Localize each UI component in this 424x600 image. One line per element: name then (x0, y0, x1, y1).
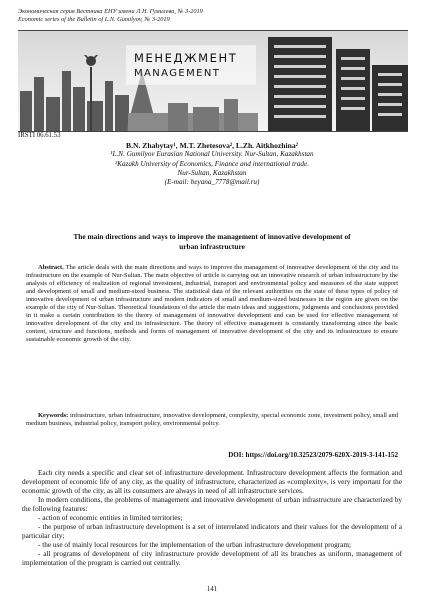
article-title: The main directions and ways to improve the management of innovative development of urban infrastructure (73, 232, 351, 251)
author-block (0, 141, 424, 187)
section-title-ru: МЕНЕДЖМЕНТ (134, 51, 238, 65)
body-paragraph: In modern conditions, the problems of management and innovative development of urban infrastructure are characterized by the following features: (22, 496, 402, 514)
page-number: 141 (206, 585, 218, 593)
journal-header (18, 8, 203, 25)
abstract-text: The article deals with the main directions and ways to improve the management of innovative development of the city and its infrastructure on the example of Nur-Sultan. The main objective of article is carrying out an innovative research of urban infrastructure by the analysis of efficiency of realization of regional investment, industrial, transport and environmental policy and measures of the state support and development of small and medium-sized business. The statistical data of the relevant authorities on the state of these types of policy of innovative development of urban infrastructure and modern indicators of small and medium-sized businesses in the region are given on the example of the city of Nur-Sultan. Theoretical foundations of the article the main ideas and suggestions, judgments and conclusions provided in it make a certain contribution to the theory of management of innovative development and can be used for effective management of innovative development of the city and its infrastructure. The theory of effective management is constantly transforming since the basic content, structure and functions, methods and forms of management of innovative development of the city and its infrastructure to ensure sustainable economic growth of the city. (26, 264, 398, 344)
keywords-text: infrastructure, urban infrastructure, innovative development, complexity, special economic zone, investment policy, small and medium business, industrial policy, transport policy, environmental policy. (26, 412, 398, 428)
section-banner (18, 30, 408, 132)
abstract-label: Abstract. (38, 264, 64, 271)
irsti-code: IRSTI 06.61.53 (18, 132, 61, 139)
journal-header-en: Economic series of the Bulletin of L.N. Gumilyov, № 3-2019 (18, 16, 170, 24)
body-paragraph: Each city needs a specific and clear set of infrastructure development. Infrastructure development affects the formation and development of economic life of any city, as the quality of infrastructure, characterized as «complexity», is very important for the economic growth of the city, as all its consumers are always in need of all infrastructure services. (22, 469, 402, 496)
journal-header-ru: Экономическая серия Вестника ЕНУ имени Л.Н. Гумилева, № 3-2019 (18, 8, 203, 15)
body-list-item: - the purpose of urban infrastructure development is a set of interrelated indicators and their values for the development of a particular city; (22, 523, 402, 541)
affiliation-1: ¹L.N. Gumilyov Eurasian National University. Nur-Sultan, Kazakhstan (110, 150, 314, 159)
section-title-en: MANAGEMENT (134, 68, 221, 79)
body-list-item: - the use of mainly local resources for the implementation of the urban infrastructure development program; (38, 541, 352, 550)
city-skyline-illustration (18, 31, 408, 131)
doi-link[interactable]: DOI: https://doi.org/10.32523/2079-620X-2019-3-141-152 (228, 451, 398, 459)
author-email: (E-mail: beyana_7778@mail.ru) (164, 178, 260, 187)
abstract (26, 264, 398, 344)
keywords (26, 412, 398, 428)
affiliation-2: ²Kazakh University of Economics, Finance and international trade. (115, 159, 309, 168)
section-title (134, 51, 237, 79)
body-list-item: - action of economic entities in limited territories; (38, 514, 183, 523)
body-text (22, 469, 402, 569)
affiliation-city: Nur-Sultan, Kazakhstan (177, 168, 247, 177)
body-list-item: - all programs of development of city infrastructure provide development of all its branches as uniform, management of implementation of the program is carried out centrally. (22, 550, 402, 568)
keywords-label: Keywords: (38, 412, 69, 419)
author-names: B.N. Zhabytay¹, M.T. Zhetesova², L.Zh. Aitkhozhina² (126, 141, 298, 150)
